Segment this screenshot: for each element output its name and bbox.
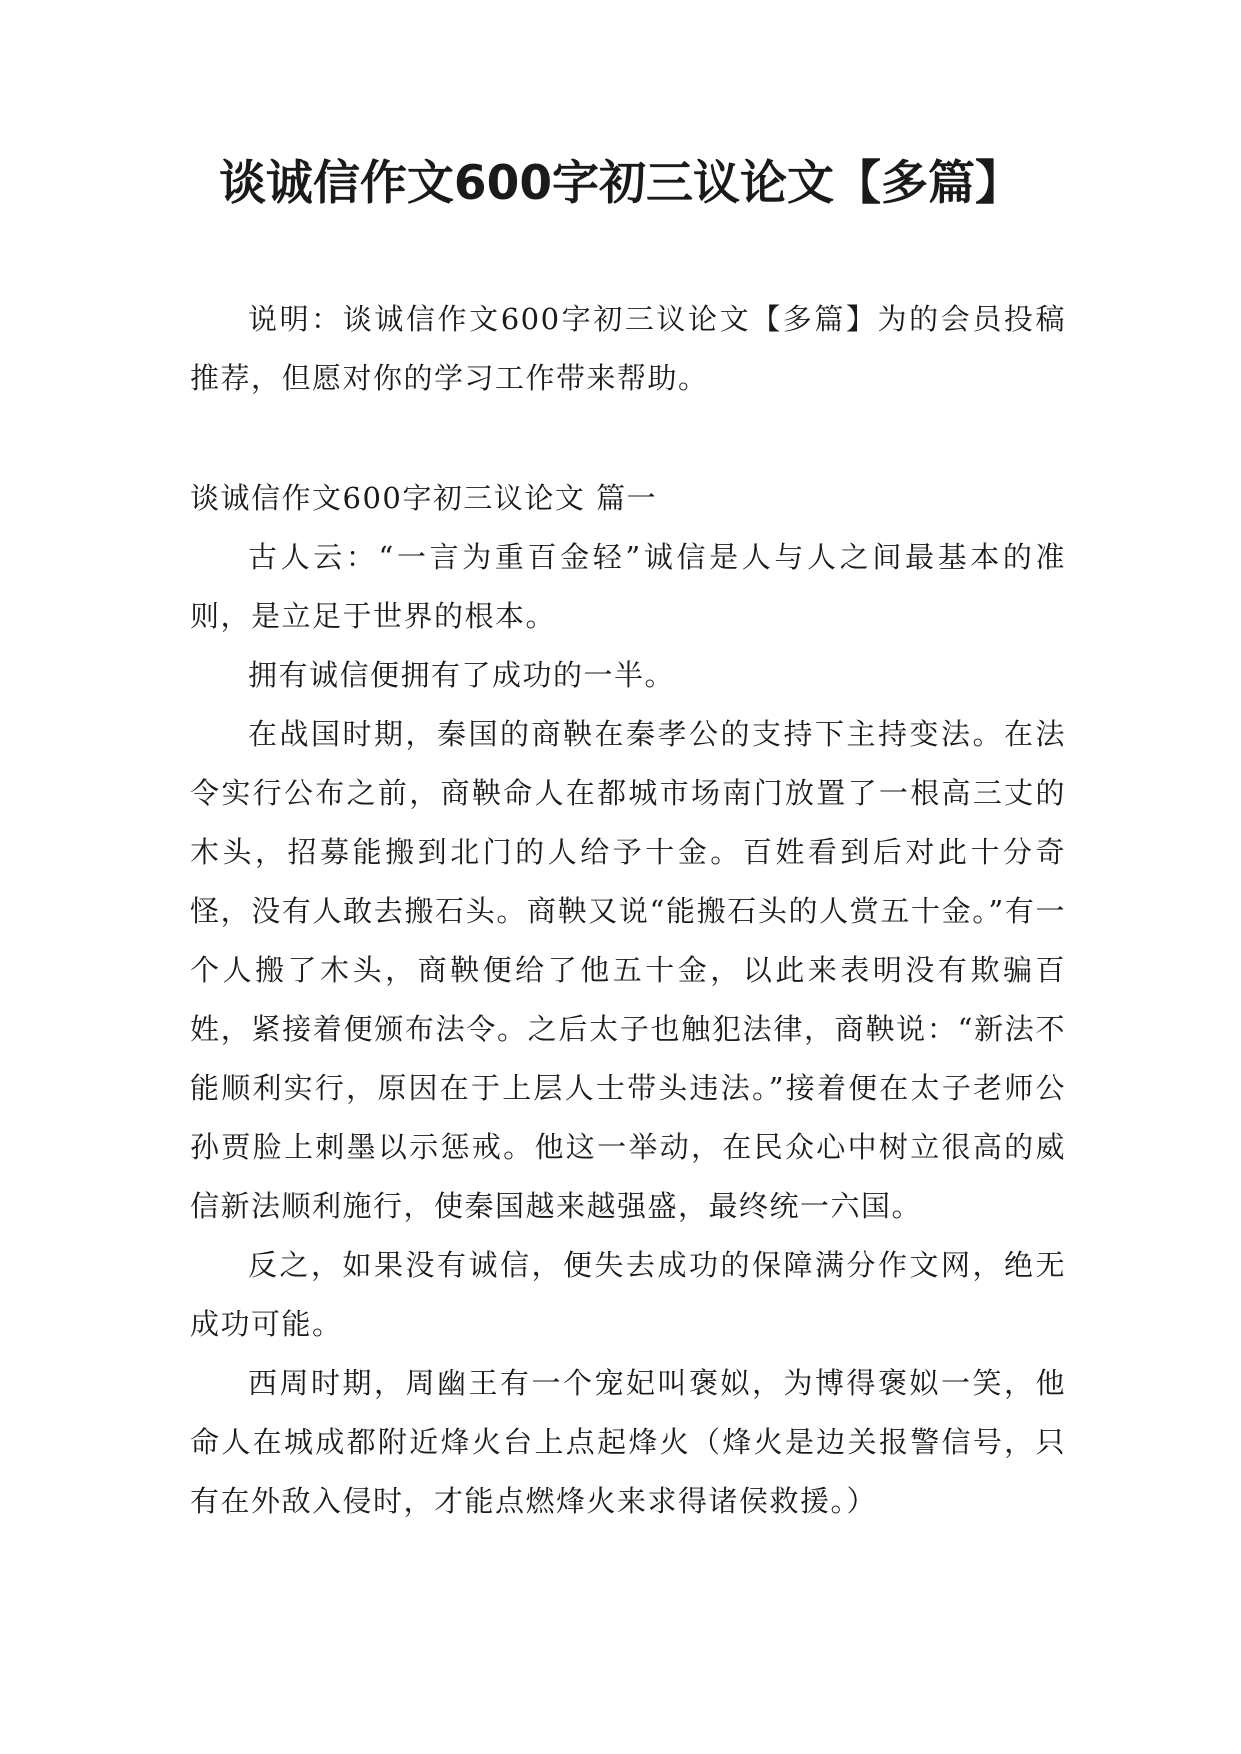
- paragraph: 在战国时期，秦国的商鞅在秦孝公的支持下主持变法。在法令实行公布之前，商鞅命人在都城市场南门放置了一根高三丈的木头，招募能搬到北门的人给予十金。百姓看到后对此十分奇怪，没有人敢去搬石头。商鞅又说“能搬石头的人赏五十金。”有一个人搬了木头，商鞅便给了他五十金，以此来表明没有欺骗百姓，紧接着便颁布法令。之后太子也触犯法律，商鞅说：“新法不能顺利实行，原因在于上层人士带头违法。”接着便在太子老师公孙贾脸上刺墨以示惩戒。他这一举动，在民众心中树立很高的威信新法顺利施行，使秦国越来越强盛，最终统一六国。: [190, 717, 1066, 1223]
- paragraph: 古人云：“一言为重百金轻”诚信是人与人之间最基本的准则，是立足于世界的根本。: [190, 540, 1066, 633]
- document-title: 谈诚信作文600字初三议论文【多篇】: [218, 156, 1023, 211]
- section-heading: 谈诚信作文600字初三议论文 篇一: [190, 481, 658, 515]
- paragraph: 西周时期，周幽王有一个宠妃叫褒姒，为博得褒姒一笑，他命人在城成都附近烽火台上点起烽火（烽火是边关报警信号，只有在外敌入侵时，才能点燃烽火来求得诸侯救援。）: [190, 1366, 1066, 1518]
- paragraph: 拥有诚信便拥有了成功的一半。: [248, 658, 676, 692]
- paragraph: 反之，如果没有诚信，便失去成功的保障满分作文网，绝无成功可能。: [190, 1248, 1066, 1341]
- document-body: [190, 290, 1066, 1531]
- document-note: 说明：谈诚信作文600字初三议论文【多篇】为的会员投稿推荐，但愿对你的学习工作带来帮助。: [190, 302, 1066, 395]
